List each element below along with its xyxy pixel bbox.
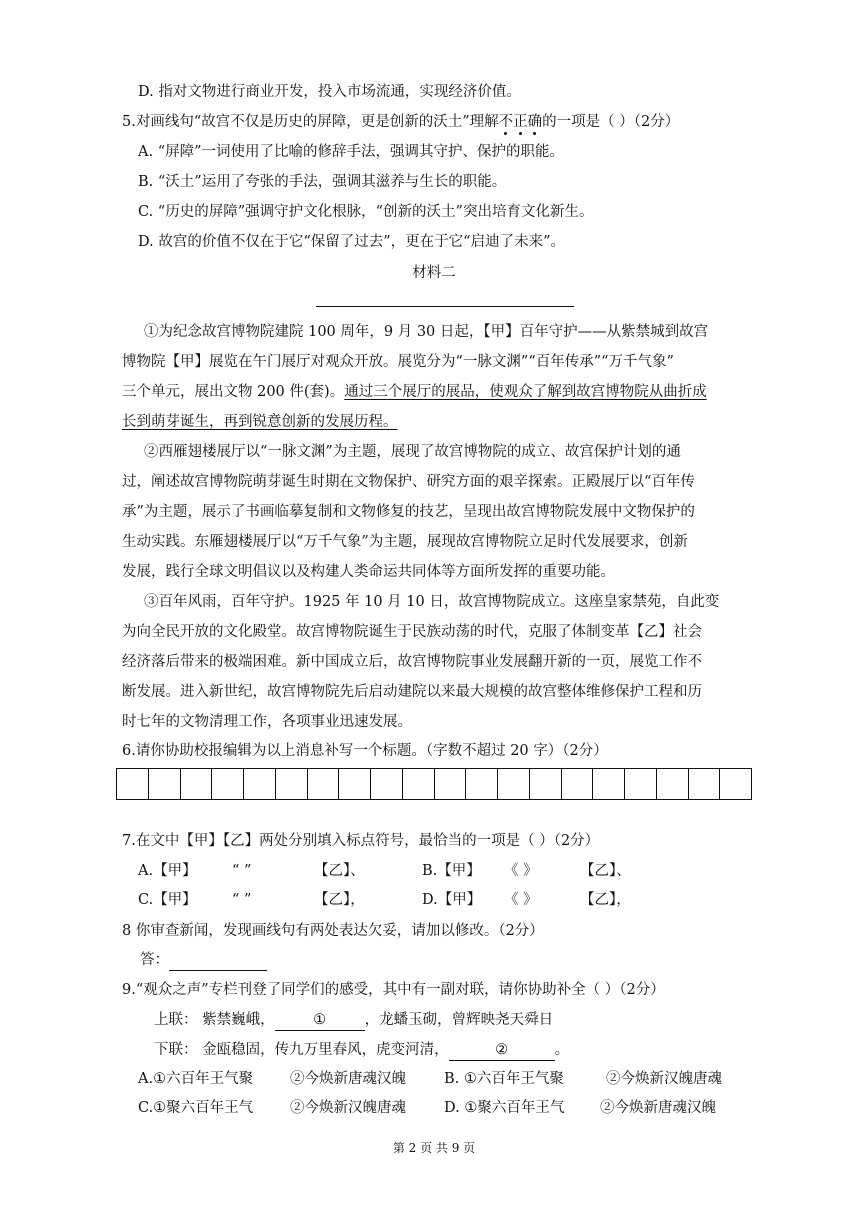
- material2-title: 材料二: [412, 265, 456, 281]
- underlined-sentence-end: 长到萌芽诞生，再到锐意创新的发展历程。: [122, 414, 398, 430]
- q7-option-b-label: B.【甲】: [422, 863, 481, 879]
- grid-cell[interactable]: [498, 769, 530, 799]
- q5-option-d: D. 故宫的价值不仅在于它“保留了过去”，更在于它“启迪了未来”。: [138, 234, 565, 250]
- q5-option-b: B. “沃土”运用了夸张的手法，强调其滋养与生长的职能。: [138, 174, 507, 190]
- material2-p1-line2: 博物院【甲】展览在午门展厅对观众开放。展览分为“一脉文渊”“百年传承”“万千气象”: [122, 354, 674, 370]
- q9-option-b-2: ②今焕新汉魄唐魂: [606, 1071, 722, 1087]
- grid-cell[interactable]: [562, 769, 594, 799]
- q7-option-a-label: A.【甲】: [138, 863, 197, 879]
- grid-cell[interactable]: [657, 769, 689, 799]
- grid-cell[interactable]: [308, 769, 340, 799]
- q7-option-d-yi: 【乙】，: [580, 892, 631, 908]
- material2-p3-line3: 经济落后带来的极端困难。新中国成立后，故宫博物院事业发展翻开新的一页，展览工作不: [122, 654, 702, 670]
- grid-cell[interactable]: [403, 769, 435, 799]
- grid-cell[interactable]: [625, 769, 657, 799]
- blank-2[interactable]: ②: [449, 1040, 555, 1061]
- q9-option-d-1: D. ①聚六百年王气: [444, 1100, 565, 1116]
- underlined-sentence: 通过三个展厅的展品，使观众了解到故宫博物院从曲折成: [344, 384, 707, 400]
- q4-option-d: D. 指对文物进行商业开发，投入市场流通，实现经济价值。: [138, 84, 521, 100]
- q8-stem: 8 你审查新闻，发现画线句有两处表达欠妥，请加以修改。（2分）: [122, 923, 544, 939]
- material2-p3-line5: 时七年的文物清理工作，各项事业迅速发展。: [122, 714, 412, 730]
- grid-cell[interactable]: [720, 769, 751, 799]
- grid-cell[interactable]: [371, 769, 403, 799]
- q7-option-b-jia: 《 》: [504, 863, 538, 879]
- material2-p2-line2: 过，阐述故宫博物院萌芽诞生时期在文物保护、研究方面的艰辛探索。正殿展厅以“百年传: [122, 474, 695, 490]
- q9-option-a-1: A.①六百年王气聚: [138, 1071, 254, 1087]
- grid-cell[interactable]: [689, 769, 721, 799]
- grid-cell[interactable]: [149, 769, 181, 799]
- grid-cell[interactable]: [117, 769, 149, 799]
- q9-option-c-2: ②今焕新汉魄唐魂: [290, 1100, 406, 1116]
- emphasis-dot: 正: [513, 114, 528, 130]
- q7-option-d-label: D.【甲】: [422, 892, 482, 908]
- q7-stem: 7.在文中【甲】【乙】两处分别填入标点符号，最恰当的一项是（ ）（2分）: [122, 833, 600, 849]
- answer-blank[interactable]: [169, 950, 267, 971]
- q7-option-c-yi: 【乙】，: [314, 892, 365, 908]
- q9-option-b-1: B. ①六百年王气聚: [444, 1071, 564, 1087]
- grid-cell[interactable]: [435, 769, 467, 799]
- q5-stem: 5.对画线句“故宫不仅是历史的屏障，更是创新的沃土”理解不正确的一项是（ ）（2分）: [122, 114, 680, 130]
- q7-option-a-jia: “ ”: [232, 863, 252, 879]
- grid-cell[interactable]: [593, 769, 625, 799]
- q9-upper-couplet: 上联： 紫禁巍峨， ① ，龙蟠玉砌，曾辉映尧天舜日: [154, 1010, 553, 1031]
- q9-stem: 9.“观众之声”专栏刊登了同学们的感受，其中有一副对联，请你协助补全（ ）（2分）: [122, 982, 665, 998]
- blank-1[interactable]: ①: [275, 1010, 365, 1031]
- q5-option-c: C. “历史的屏障”强调守护文化根脉，“创新的沃土”突出培育文化新生。: [138, 204, 594, 220]
- q9-lower-couplet: 下联： 金瓯稳固，传九万里春风，虎变河清， ② 。: [154, 1040, 569, 1061]
- q8-answer: 答：: [140, 950, 267, 971]
- material2-p2-line1: ②西雁翅楼展厅以“一脉文渊”为主题，展现了故宫博物院的成立、故宫保护计划的通: [144, 444, 681, 460]
- grid-cell[interactable]: [530, 769, 562, 799]
- q7-option-a-yi: 【乙】、: [314, 863, 365, 879]
- grid-cell[interactable]: [339, 769, 371, 799]
- q9-option-c-1: C.①聚六百年王气: [138, 1100, 254, 1116]
- material2-p2-line4: 生动实践。东雁翅楼展厅以“万千气象”为主题，展现故宫博物院立足时代发展要求，创新: [122, 534, 688, 550]
- grid-cell[interactable]: [181, 769, 213, 799]
- q7-option-d-jia: 《 》: [504, 892, 538, 908]
- q6-stem: 6.请你协助校报编辑为以上消息补写一个标题。（字数不超过 20 字）（2分）: [122, 743, 608, 759]
- material2-p1-line3: 三个单元，展出文物 200 件(套)。通过三个展厅的展品，使观众了解到故宫博物院从曲折成: [122, 384, 707, 400]
- q7-option-b-yi: 【乙】、: [580, 863, 631, 879]
- q7-option-c-label: C.【甲】: [138, 892, 197, 908]
- emphasis-dot: 确: [527, 114, 543, 130]
- q5-option-a: A. “屏障”一词使用了比喻的修辞手法，强调其守护、保护的职能。: [138, 144, 565, 160]
- material2-p3-line4: 断发展。进入新世纪，故宫博物院先后启动建院以来最大规模的故宫整体维修保护工程和历: [122, 684, 702, 700]
- q9-option-d-2: ②今焕新唐魂汉魄: [600, 1100, 716, 1116]
- q9-option-a-2: ②今焕新唐魂汉魄: [290, 1071, 406, 1087]
- grid-cell[interactable]: [244, 769, 276, 799]
- material2-p2-line5: 发展，践行全球文明倡议以及构建人类命运共同体等方面所发挥的重要功能。: [122, 564, 615, 580]
- emphasis-dot: 不: [498, 114, 514, 130]
- material2-p1-line1: ①为纪念故宫博物院建院 100 周年，9 月 30 日起，【甲】百年守护——从紫禁城到故宫: [144, 324, 709, 340]
- grid-cell[interactable]: [466, 769, 498, 799]
- answer-grid[interactable]: [116, 768, 752, 800]
- page-footer: 第 2 页 共 9 页: [392, 1141, 476, 1155]
- grid-cell[interactable]: [276, 769, 308, 799]
- material2-p3-line2: 为向全民开放的文化殿堂。故宫博物院诞生于民族动荡的时代，克服了体制变革【乙】社会: [122, 624, 702, 640]
- material2-p2-line3: 承”为主题，展示了书画临摹复制和文物修复的技艺，呈现出故宫博物院发展中文物保护的: [122, 504, 695, 520]
- material2-p3-line1: ③百年风雨，百年守护。1925 年 10 月 10 日，故宫博物院成立。这座皇家禁苑，自此变: [144, 594, 720, 610]
- q7-option-c-jia: “ ”: [232, 892, 252, 908]
- title-blank-line: [316, 306, 574, 307]
- grid-cell[interactable]: [212, 769, 244, 799]
